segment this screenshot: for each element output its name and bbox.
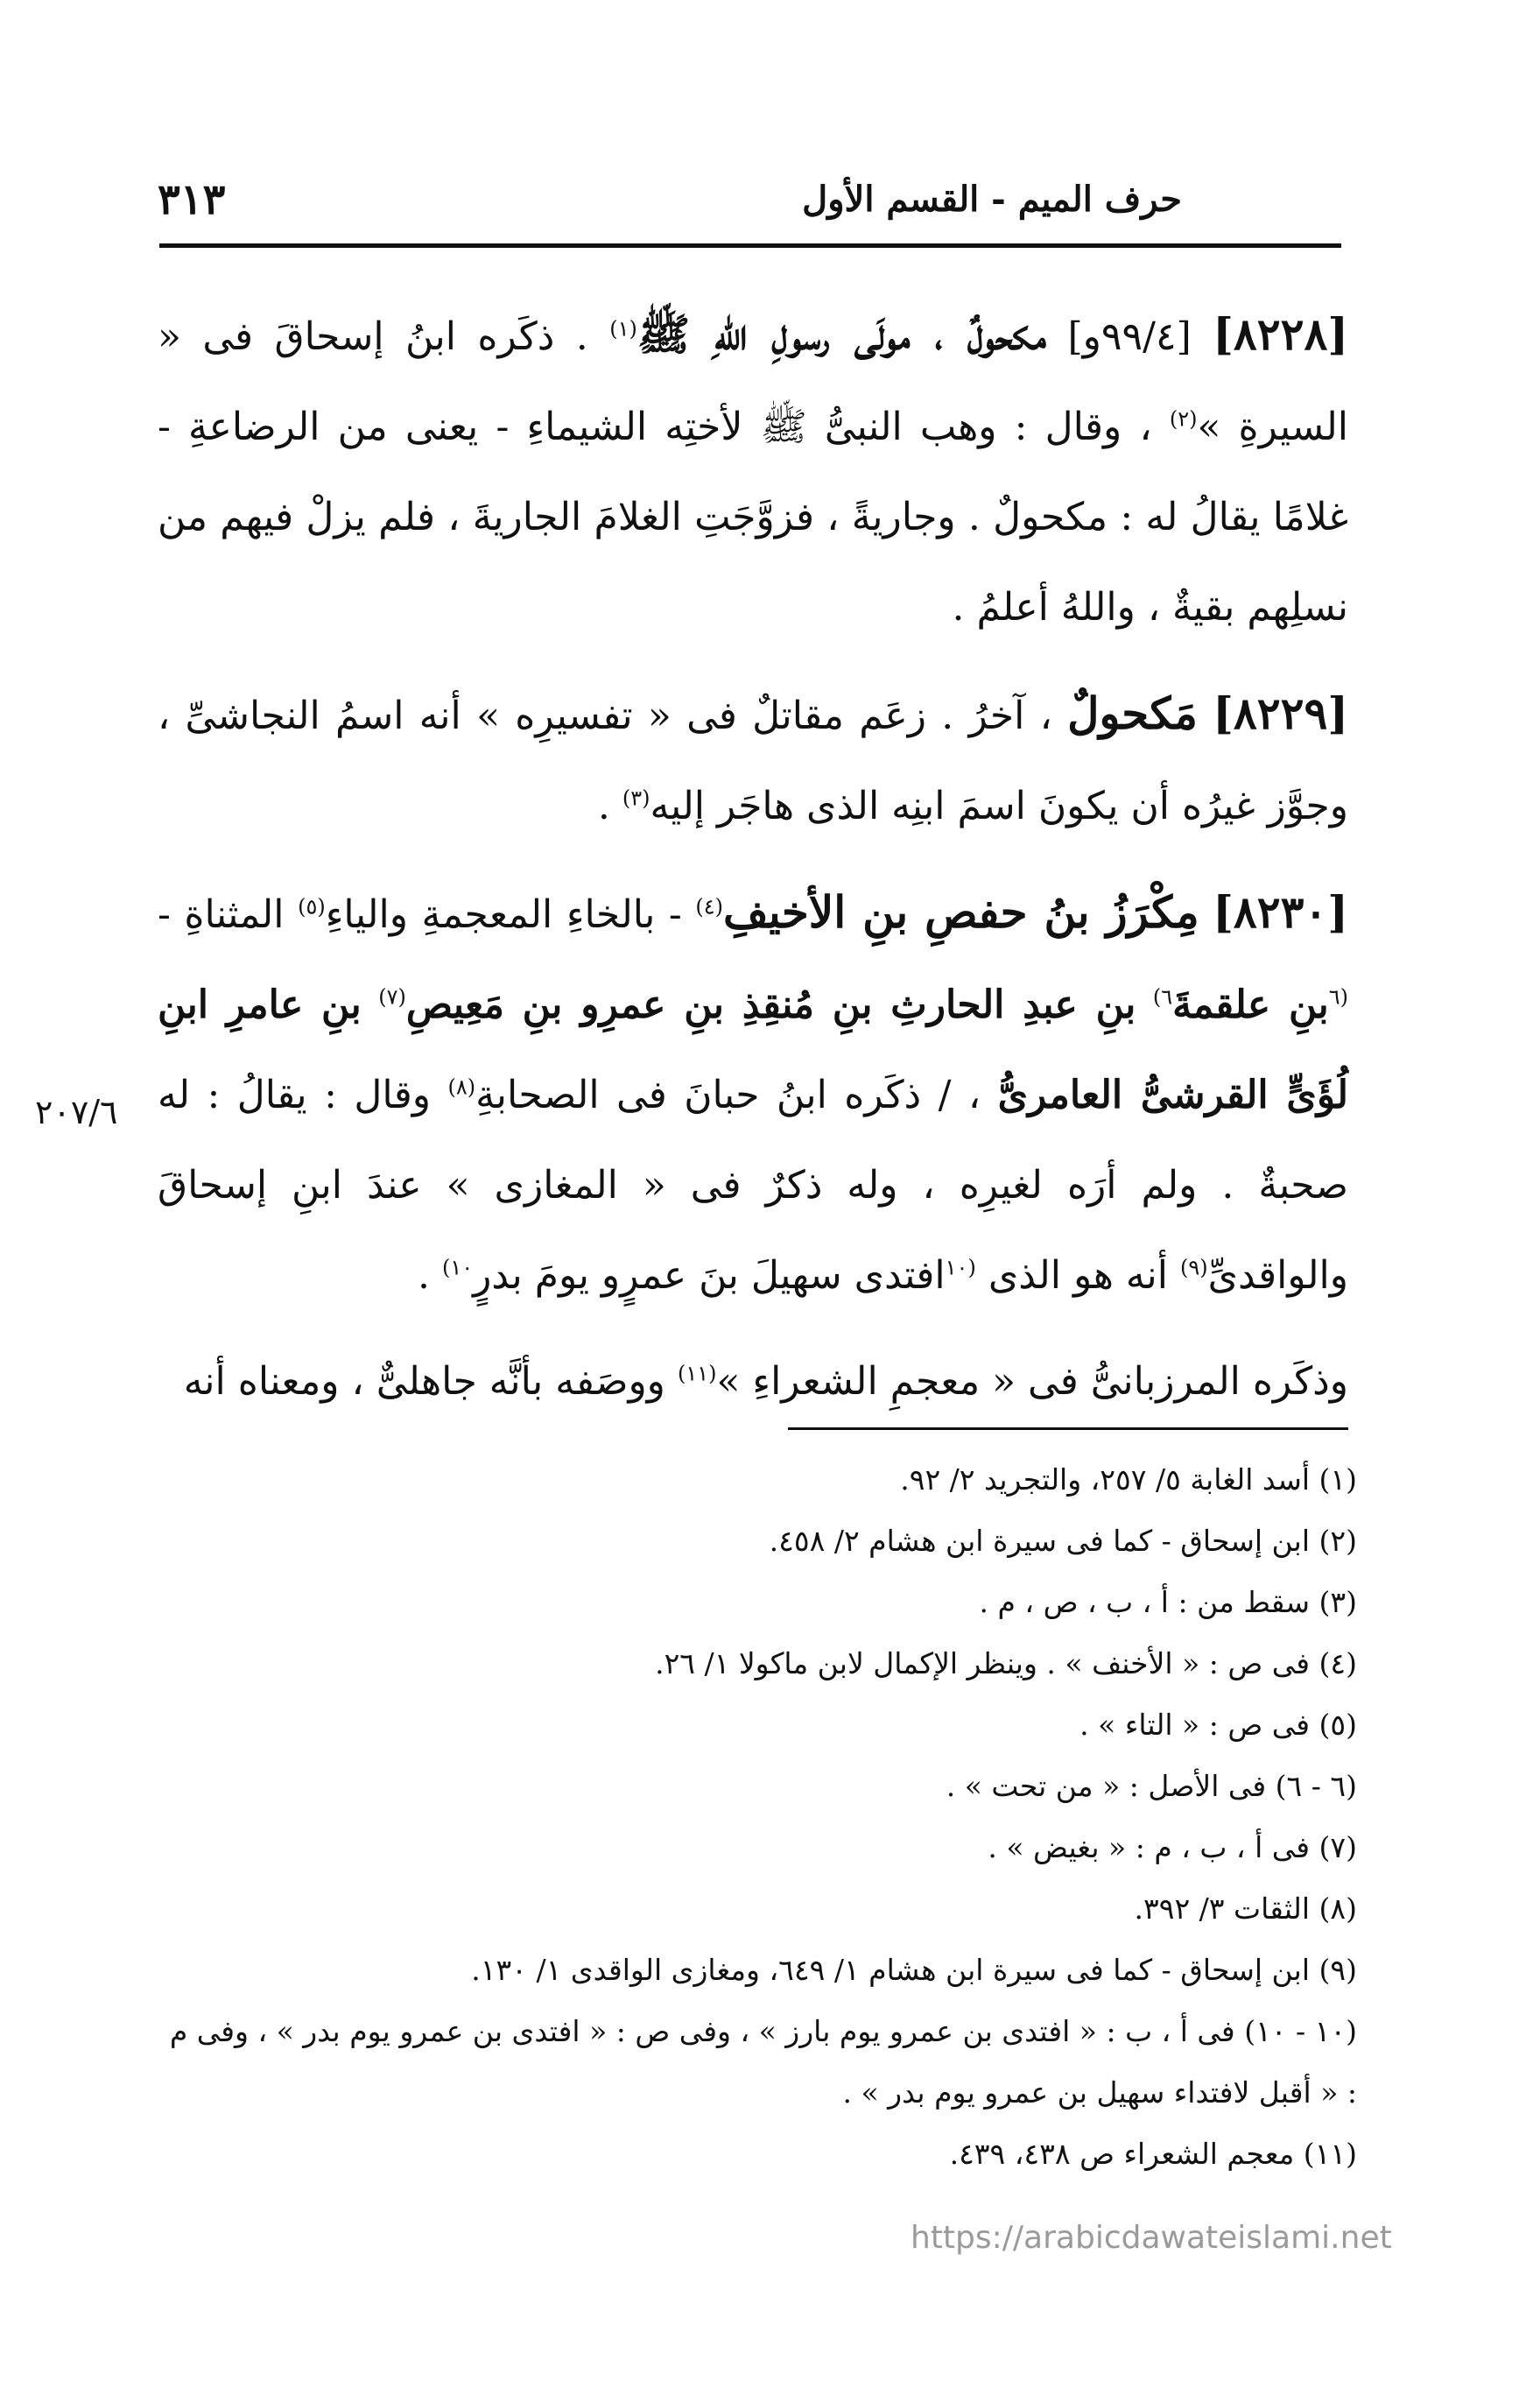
footnote: (٢) ابن إسحاق - كما فى سيرة ابن هشام ٢/ ٤٥٨. (769, 1524, 1357, 1558)
header-title: حرف الميم - القسم الأول (802, 179, 1182, 220)
entry-8230 (158, 867, 1348, 1321)
footnote-marker: (٥) (298, 894, 326, 919)
entry-name: مِكْرَزُ بنُ حفصِ بنِ الأخيفِ (723, 886, 1199, 938)
entry-text: ، وقال : وهب النبىُّ ﷺ لأختِه الشيماءِ - يعنى من الرضاعةِ - غلامًا يقالُ له : مكحولٌ . وجاريةً ، فزوَّجَتِ الغلامَ الجاريةَ ، فلم يزلْ فيهم من نسلِهم بقيةٌ ، واللهُ أعلمُ . (158, 405, 1348, 630)
entry-text: . (597, 784, 610, 828)
entry-continuation (158, 1336, 1348, 1426)
footnote-marker: (٩) (1179, 1255, 1208, 1280)
running-head (158, 175, 1340, 236)
entry-number: [٨٢٣٠] (1213, 886, 1348, 938)
entry-name: مَكحولٌ (1067, 687, 1198, 739)
entry-text: ووصَفه بأنَّه جاهلىٌّ ، ومعناه أنه (183, 1359, 665, 1404)
footnote-marker: (٢) (1169, 406, 1198, 432)
lineage: بنِ عامرِ ابنِ لُؤَىٍّ القرشىُّ العامرىُّ (158, 983, 1348, 1117)
footnote-marker: (١١) (677, 1361, 717, 1386)
footnote: (٤) فى ص : « الأخنف » . وينظر الإكمال لابن ماكولا ١/ ٢٦. (655, 1646, 1357, 1680)
footnotes (158, 1449, 1357, 2185)
footnote-marker: (٧) (378, 984, 406, 1010)
lineage: بنِ علقمةَ (1172, 983, 1329, 1027)
entry-number: [٨٢٢٨] (1213, 308, 1348, 360)
entry-text: المثناةِ - (158, 892, 285, 937)
watermark: https://arabicdawateislami.net (911, 2220, 1392, 2256)
footnote: (٦ - ٦) فى الأصل : « من تحت » . (946, 1769, 1357, 1803)
footnote-marker: (٣) (622, 785, 650, 811)
header-divider (159, 243, 1341, 248)
footnote-marker: (٨) (447, 1074, 476, 1100)
footnote: (١) أسد الغابة ٥/ ٢٥٧، والتجريد ٢/ ٩٢. (900, 1462, 1357, 1497)
entry-text: ، / ذكَره ابنُ حبانَ فى الصحابةِ (475, 1073, 981, 1117)
lineage: بنِ عبدِ الحارثِ بنِ مُنقِذِ بنِ عمرِو بنِ مَعِيصِ (405, 983, 1136, 1027)
footnote: (٧) فى أ ، ب ، م : « بغيض » . (988, 1830, 1357, 1864)
volume-ref: [٩٩/٤و] (1067, 314, 1192, 359)
entry-text: افتدى سهيلَ بنَ عمرٍو يومَ بدرٍ (473, 1253, 946, 1298)
footnote: (١١) معجم الشعراء ص ٤٣٨، ٤٣٩. (949, 2137, 1357, 2171)
entry-text: وقال : يقالُ : له صحبةٌ . ولم أرَه لغيرِه ، وله ذكرٌ فى « المغازى » عندَ ابنِ إسحاقَ والواقدىِّ (158, 1073, 1348, 1298)
margin-reference: ٢٠٧/٦ (35, 1093, 118, 1131)
footnote: (٨) الثقات ٣/ ٣٩٢. (1134, 1891, 1357, 1926)
footnote-divider (788, 1427, 1348, 1430)
footnote: (٥) فى ص : « التاء » . (1079, 1708, 1357, 1742)
entry-text: . (417, 1253, 430, 1298)
entry-number: [٨٢٢٩] (1213, 687, 1348, 739)
entry-text: أنه هو الذى (988, 1253, 1168, 1298)
entry-text: ، آخرُ . زعَم مقاتلٌ فى « تفسيرِه » أنه اسمُ النجاشىِّ ، وجوَّز غيرُه أن يكونَ اسمَ ابنِه الذى هاجَر إليه (158, 694, 1348, 828)
footnote: (٩) ابن إسحاق - كما فى سيرة ابن هشام ١/ ٦٤٩، ومغازى الواقدى ١/ ١٣٠. (471, 1953, 1357, 1987)
footnote-marker: (١) (609, 316, 637, 342)
footnote: (١٠ - ١٠) فى أ ، ب : « افتدى بن عمرو يوم بارز » ، وفى ص : « افتدى بن عمرو يوم بدر » ، وفى م : « أقبل لافتداء سهيل بن عمرو يوم بدر » . (169, 2014, 1357, 2110)
entry-text: . ذكَره ابنُ إسحاقَ فى « السيرةِ » (158, 314, 1349, 449)
entry-8228 (158, 289, 1348, 652)
page-number: ٣١٣ (158, 175, 226, 224)
entry-text: وذكَره المرزبانىُّ فى « معجمِ الشعراءِ » (716, 1359, 1348, 1404)
entry-8229 (158, 668, 1348, 851)
entry-name: مكحولٌ ، مولَى رسولِ اللهِ ﷺ (636, 308, 1046, 360)
footnote-marker: (٦ (1328, 984, 1348, 1010)
footnote-marker: ١٠) (441, 1255, 474, 1280)
footnote-marker: (١٠ (945, 1255, 976, 1280)
entry-text: - بالخاءِ المعجمةِ والياءِ (325, 892, 682, 937)
main-text (158, 289, 1348, 1426)
footnote: (٣) سقط من : أ ، ب ، ص ، م . (979, 1585, 1357, 1619)
footnote-marker: (٤) (695, 894, 724, 919)
footnote-marker: ٦) (1152, 984, 1173, 1010)
